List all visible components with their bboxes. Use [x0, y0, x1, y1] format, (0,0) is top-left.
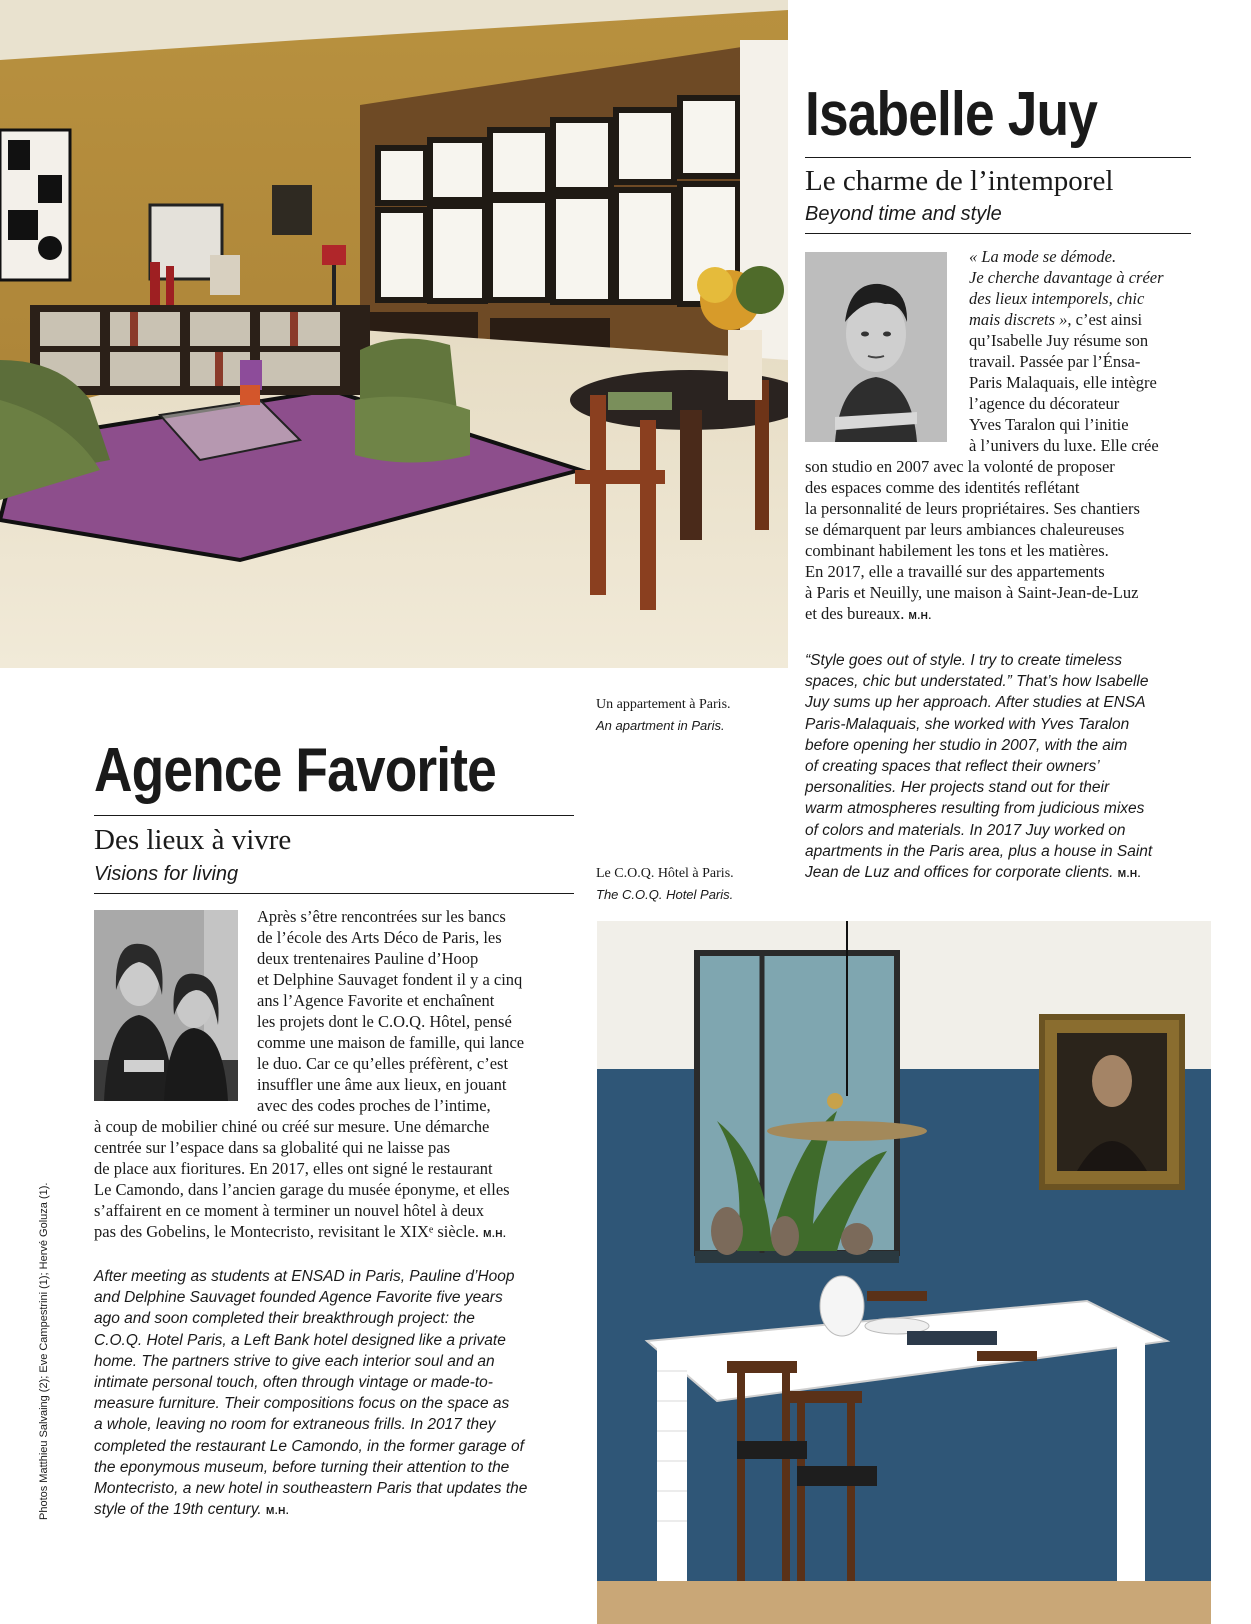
caption-coq-fr: Le C.O.Q. Hôtel à Paris. — [596, 866, 734, 881]
juy-fr-line: à l’univers du luxe. Elle crée — [969, 436, 1159, 455]
caption-coq-en: The C.O.Q. Hotel Paris. — [596, 887, 734, 902]
favorite-fr-line: centrée sur l’espace dans sa globalité qui ne laisse pas — [94, 1138, 450, 1157]
favorite-en-line: intimate personal touch, often through vintage or made-to- — [94, 1374, 493, 1392]
juy-subtitle-en: Beyond time and style — [805, 203, 1002, 225]
juy-fr-line: à Paris et Neuilly, une maison à Saint-Jean-de-Luz — [805, 583, 1139, 602]
favorite-fr-line: à coup de mobilier chiné ou créé sur mesure. Une démarche — [94, 1117, 490, 1136]
juy-en-line: “Style goes out of style. I try to create timeless — [805, 652, 1123, 669]
favorite-fr-line: deux trentenaires Pauline d’Hoop — [257, 949, 479, 968]
favorite-subtitle-fr: Des lieux à vivre — [94, 824, 292, 856]
juy-fr-line: qu’Isabelle Juy résume son — [969, 331, 1149, 350]
juy-fr-line: En 2017, elle a travaillé sur des appartements — [805, 562, 1105, 581]
favorite-text-fr — [94, 906, 594, 1245]
favorite-fr-line: insuffler une âme aux lieux, en jouant — [257, 1075, 507, 1094]
apartment-photo-illustration — [0, 0, 788, 668]
juy-fr-quote-line: Je cherche davantage à créer — [969, 268, 1164, 287]
favorite-fr-line: les projets dont le C.O.Q. Hôtel, pensé — [257, 1012, 512, 1031]
juy-title: Isabelle Juy — [805, 80, 1098, 149]
juy-en-last-line: Jean de Luz and offices for corporate clients. — [805, 864, 1114, 882]
juy-fr-quote-end: mais discrets » — [969, 310, 1068, 329]
favorite-en-line: completed the restaurant Le Camondo, in the former garage of — [94, 1437, 524, 1455]
juy-en-signature: M.H. — [1117, 869, 1141, 881]
juy-fr-signature: M.H. — [908, 611, 932, 622]
favorite-fr-line: comme une maison de famille, qui lance — [257, 1033, 525, 1052]
favorite-en-last-line: style of the 19th century. — [94, 1501, 262, 1519]
favorite-en-line: After meeting as students at ENSAD in Paris, Pauline d’Hoop — [94, 1268, 515, 1285]
juy-fr-quote-line: des lieux intemporels, chic — [969, 289, 1145, 308]
juy-fr-line: l’agence du décorateur — [969, 394, 1120, 413]
juy-en-line: before opening her studio in 2007, with the aim — [805, 736, 1128, 754]
juy-fr-last-line: et des bureaux. — [805, 604, 905, 623]
juy-fr-line: Yves Taralon qui l’initie — [969, 415, 1129, 434]
juy-fr-line: Paris Malaquais, elle intègre — [969, 373, 1157, 392]
caption-apartment-fr: Un appartement à Paris. — [596, 697, 731, 712]
juy-text-en — [805, 650, 1225, 885]
favorite-en-line: ago and soon completed their breakthrough project: the — [94, 1310, 475, 1328]
favorite-fr-line: et Delphine Sauvaget fondent il y a cinq — [257, 970, 523, 989]
favorite-en-line: C.O.Q. Hotel Paris, a Left Bank hotel designed like a private — [94, 1331, 506, 1349]
favorite-fr-line: de l’école des Arts Déco de Paris, les — [257, 928, 502, 947]
juy-en-line: of colors and materials. In 2017 Juy worked on — [805, 821, 1126, 839]
favorite-fr-last-line: pas des Gobelins, le Montecristo, revisitant le XIXᵉ siècle. — [94, 1222, 480, 1241]
juy-subtitle-fr: Le charme de l’intemporel — [805, 165, 1114, 197]
favorite-subtitle-en: Visions for living — [94, 863, 239, 885]
photo-credit: Photos Matthieu Salvaing (2); Eve Campestrini (1); Hervé Goluza (1). — [38, 1182, 50, 1520]
favorite-title-rule — [94, 815, 574, 816]
favorite-en-line: and Delphine Sauvaget founded Agence Favorite five years — [94, 1289, 503, 1307]
juy-en-line: of creating spaces that reflect their owners’ — [805, 758, 1100, 776]
caption-apartment-en: An apartment in Paris. — [596, 718, 725, 733]
favorite-en-signature: M.H. — [266, 1506, 290, 1518]
favorite-en-line: measure furniture. Their compositions focus on the space as — [94, 1395, 510, 1413]
favorite-text-en — [94, 1266, 594, 1522]
coq-hotel-photo — [597, 921, 1211, 1624]
juy-fr-line: son studio en 2007 avec la volonté de proposer — [805, 457, 1115, 476]
favorite-fr-line: Après s’être rencontrées sur les bancs — [257, 907, 506, 926]
favorite-fr-line: de place aux fioritures. En 2017, elles ont signé le restaurant — [94, 1159, 493, 1178]
juy-fr-line: travail. Passée par l’Énsa- — [969, 352, 1141, 371]
favorite-fr-line: s’affairent en ce moment à terminer un nouvel hôtel à deux — [94, 1201, 485, 1220]
juy-fr-quote-line: « La mode se démode. — [969, 247, 1117, 266]
favorite-fr-signature: M.H. — [483, 1229, 507, 1240]
favorite-fr-line: Le Camondo, dans l’ancien garage du musée éponyme, et elles — [94, 1180, 510, 1199]
coq-photo-illustration — [597, 921, 1211, 1624]
juy-fr-line: se démarquent par leurs ambiances chaleureuses — [805, 520, 1125, 539]
juy-subtitle-rule — [805, 233, 1191, 234]
favorite-en-line: a whole, leaving no room for extraneous frills. In 2017 they — [94, 1416, 496, 1434]
juy-fr-quote-rest: , c’est ainsi — [1067, 310, 1143, 329]
favorite-en-line: the eponymous museum, before turning their attention to the — [94, 1458, 510, 1476]
juy-en-line: apartments in the Paris area, plus a house in Saint — [805, 842, 1153, 860]
juy-fr-line: la personnalité de leurs propriétaires. Ses chantiers — [805, 499, 1140, 518]
favorite-title: Agence Favorite — [94, 736, 496, 805]
juy-en-line: Juy sums up her approach. After studies at ENSA — [805, 694, 1146, 712]
juy-fr-line: combinant habilement les tons et les matières. — [805, 541, 1109, 560]
favorite-en-line: Montecristo, a new hotel in southeastern Paris that updates the — [94, 1480, 528, 1498]
juy-en-line: spaces, chic but understated.” That’s how Isabelle — [805, 673, 1149, 691]
favorite-en-line: home. The partners strive to give each interior soul and an — [94, 1352, 495, 1370]
juy-text-fr — [805, 246, 1205, 627]
juy-title-rule — [805, 157, 1191, 158]
favorite-fr-line: le duo. Car ce qu’elles préfèrent, c’est — [257, 1054, 509, 1073]
favorite-fr-line: avec des codes proches de l’intime, — [257, 1096, 491, 1115]
juy-en-line: warm atmospheres resulting from judicious mixes — [805, 800, 1145, 818]
juy-fr-line: des espaces comme des identités reflétant — [805, 478, 1080, 497]
juy-en-line: personalities. Her projects stand out for their — [805, 779, 1110, 797]
juy-en-line: Paris-Malaquais, she worked with Yves Taralon — [805, 715, 1130, 733]
favorite-subtitle-rule — [94, 893, 574, 894]
favorite-fr-line: ans l’Agence Favorite et enchaînent — [257, 991, 495, 1010]
apartment-photo — [0, 0, 788, 668]
